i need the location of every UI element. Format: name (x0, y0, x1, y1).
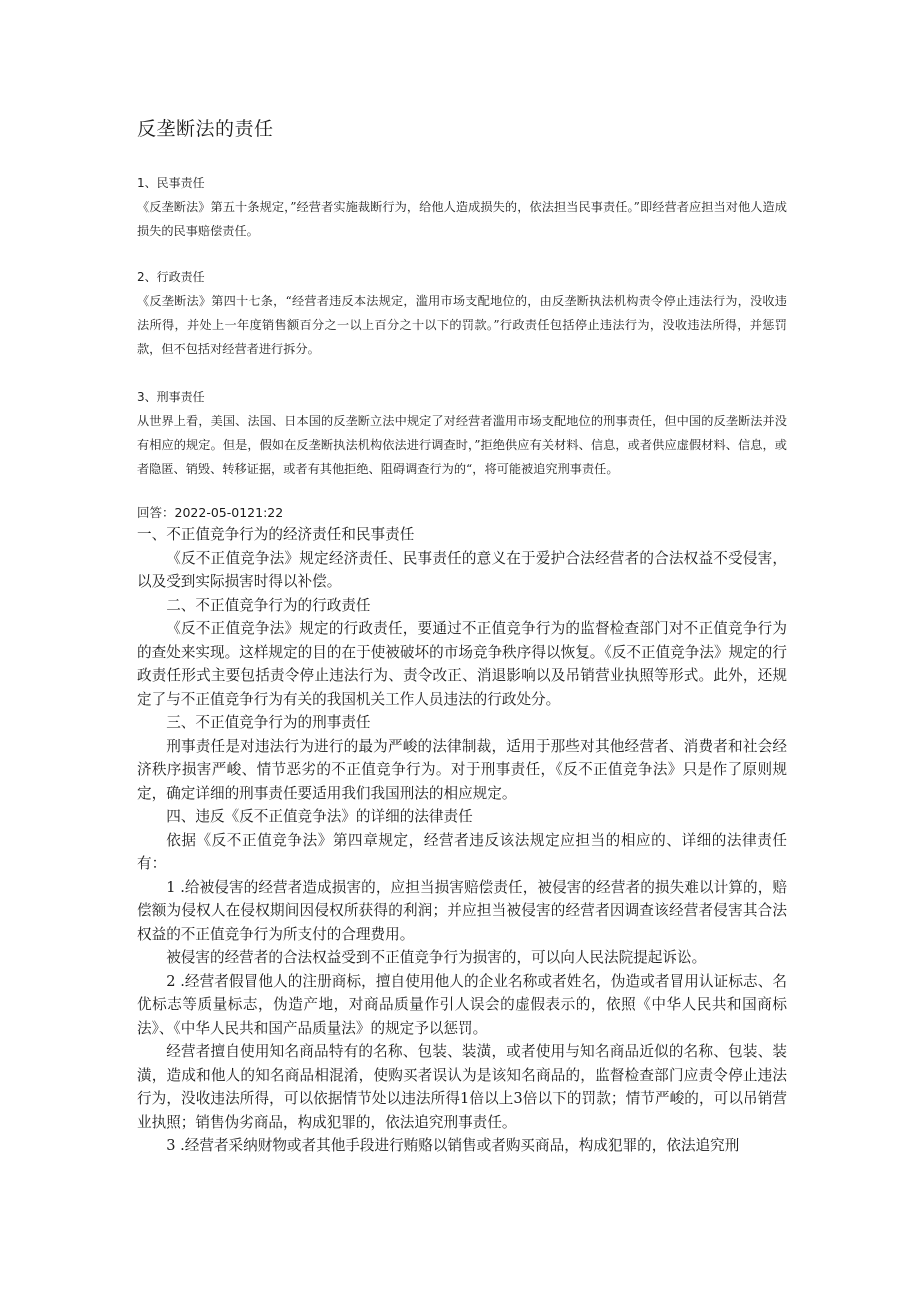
section-text: 《反垄断法》第四十七条，“经营者违反本法规定，滥用市场支配地位的，由反垄断执法机构责令停止违法行为，没收违法所得，并处上一年度销售额百分之一以上百分之十以下的罚款。”行政责任包括停止违法行为，没收违法所得，并惩罚款，但不包括对经营者进行拆分。 (137, 294, 787, 356)
body-paragraph: 2 .经营者假冒他人的注册商标，擅自使用他人的企业名称或者姓名，伪造或者冒用认证标志、名优标志等质量标志，伪造产地，对商品质量作引人误会的虚假表示的，依照《中华人民共和国商标法》、《中华人民共和国产品质量法》的规定予以惩罚。 (137, 972, 787, 1037)
answer-label: 回答： (137, 505, 175, 520)
body-paragraph: 经营者擅自使用知名商品特有的名称、包装、装潢，或者使用与知名商品近似的名称、包装、装潢，造成和他人的知名商品相混淆，使购买者误认为是该知名商品的，监督检查部门应责令停止违法行为，没收违法所得，可以依据情节处以违法所得1倍以上3倍以下的罚款；情节严峻的，可以吊销营业执照；销售伪劣商品，构成犯罪的，依法追究刑事责任。 (137, 1043, 787, 1131)
body-paragraph: 《反不正值竞争法》规定经济责任、民事责任的意义在于爱护合法经营者的合法权益不受侵害，以及受到实际损害时得以补偿。 (137, 549, 787, 590)
body-heading-1: 一、不正值竞争行为的经济责任和民事责任 (137, 526, 415, 543)
body-paragraph: 3 .经营者采纳财物或者其他手段进行贿赂以销售或者购买商品，构成犯罪的，依法追究刑 (166, 1137, 740, 1154)
page-title: 反垄断法的责任 (137, 118, 274, 140)
section-text: 《反垄断法》第五十条规定，”经营者实施裁断行为，给他人造成损失的，依法担当民事责任。”即经营者应担当对他人造成损失的民事赔偿责任。 (137, 200, 787, 238)
section-heading: 2、行政责任 (137, 270, 205, 284)
body-paragraph: 被侵害的经营者的合法权益受到不正值竞争行为损害的，可以向人民法院提起诉讼。 (166, 949, 707, 966)
body-paragraph: 依据《反不正值竞争法》第四章规定，经营者违反该法规定应担当的相应的、详细的法律责任有： (137, 831, 787, 872)
section-criminal-liability (137, 385, 787, 481)
section-civil-liability (137, 171, 787, 243)
section-heading: 3、刑事责任 (137, 390, 205, 404)
answer-body (137, 523, 787, 1158)
section-administrative-liability (137, 265, 787, 361)
body-paragraph: 刑事责任是对违法行为进行的最为严峻的法律制裁，适用于那些对其他经营者、消费者和社会经济秩序损害严峻、情节恶劣的不正值竞争行为。对于刑事责任，《反不正值竞争法》只是作了原则规定，确定详细的刑事责任要适用我们我国刑法的相应规定。 (137, 737, 787, 802)
answer-time: 2022-05-0121:22 (174, 505, 284, 520)
section-heading: 1、民事责任 (137, 176, 205, 190)
section-text: 从世界上看，美国、法国、日本国的反垄断立法中规定了对经营者滥用市场支配地位的刑事责任，但中国的反垄断法并没有相应的规定。但是，假如在反垄断执法机构依法进行调查时，”拒绝供应有关材料、信息，或者供应虚假材料、信息，或者隐匿、销毁、转移证据，或者有其他拒绝、阻碍调查行为的“，将可能被追究刑事责任。 (137, 414, 787, 476)
body-heading-2: 二、不正值竞争行为的行政责任 (166, 596, 371, 614)
body-paragraph: 1 .给被侵害的经营者造成损害的，应担当损害赔偿责任，被侵害的经营者的损失难以计算的，赔偿额为侵权人在侵权期间因侵权所获得的利润；并应担当被侵害的经营者因调查该经营者侵害其合法权益的不正值竞争行为所支付的合理费用。 (137, 878, 787, 943)
body-paragraph: 《反不正值竞争法》规定的行政责任，要通过不正值竞争行为的监督检查部门对不正值竞争行为的查处来实现。这样规定的目的在于使被破坏的市场竞争秩序得以恢复。《反不正值竞争法》规定的行政责任形式主要包括责令停止违法行为、责令改正、消退影响以及吊销营业执照等形式。此外，还规定了与不正值竞争行为有关的我国机关工作人员违法的行政处分。 (137, 620, 787, 708)
body-heading-4: 四、违反《反不正值竞争法》的详细的法律责任 (166, 808, 473, 825)
body-heading-3: 三、不正值竞争行为的刑事责任 (166, 714, 371, 731)
answer-timestamp (137, 503, 283, 523)
